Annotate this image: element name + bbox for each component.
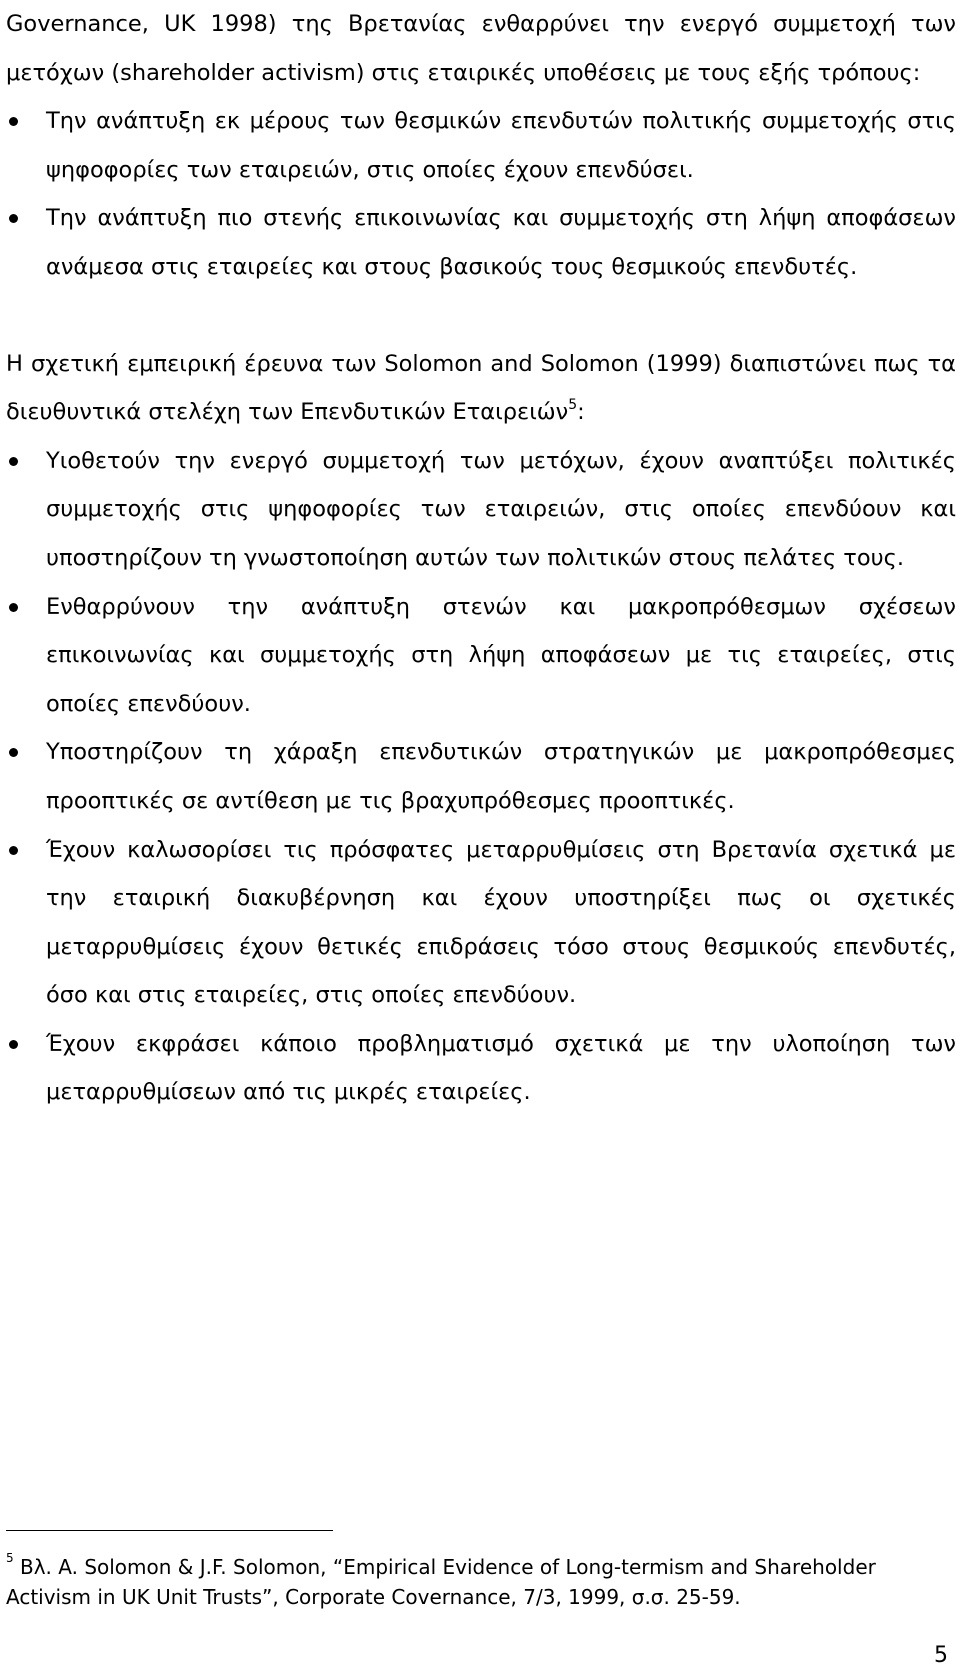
list-item-text: Την ανάπτυξη πιο στενής επικοινωνίας και συμμετοχής στη λήψη αποφάσεων ανάμεσα στις εταιρείες και στους βασικούς τους θεσμικούς επενδυτές. bbox=[46, 205, 956, 280]
second-paragraph-text: Η σχετική εμπειρική έρευνα των Solomon and Solomon (1999) διαπιστώνει πως τα διευθυντικά στελέχη των Επενδυτικών Εταιρειών bbox=[6, 350, 956, 426]
bullet-icon bbox=[9, 846, 18, 855]
second-paragraph bbox=[6, 340, 956, 437]
list-item-text: Την ανάπτυξη εκ μέρους των θεσμικών επενδυτών πολιτικής συμμετοχής στις ψηφοφορίες των εταιρειών, στις οποίες έχουν επενδύσει. bbox=[46, 108, 956, 183]
list-item-text: Υιοθετούν την ενεργό συμμετοχή των μετόχων, έχουν αναπτύξει πολιτικές συμμετοχής στις ψηφοφορίες των εταιρειών, στις οποίες επενδύουν και υποστηρίζουν τη γνωστοποίηση αυτών των πολιτικών στους πελάτες τους. bbox=[46, 447, 956, 571]
list-item bbox=[6, 728, 956, 825]
list-item bbox=[6, 583, 956, 729]
list-item-text: Υποστηρίζουν τη χάραξη επενδυτικών στρατηγικών με μακροπρόθεσμες προοπτικές σε αντίθεση με τις βραχυπρόθεσμες προοπτικές. bbox=[46, 739, 956, 814]
bullet-icon bbox=[9, 748, 18, 757]
footnote-number: 5 bbox=[6, 1551, 14, 1566]
paragraph-spacer bbox=[6, 292, 956, 340]
bullet-icon bbox=[9, 1040, 18, 1049]
intro-paragraph: Governance, UK 1998) της Βρετανίας ενθαρρύνει την ενεργό συμμετοχή των μετόχων (shareholder activism) στις εταιρικές υποθέσεις με τους εξής τρόπους: bbox=[6, 11, 956, 86]
list-item bbox=[6, 437, 956, 583]
bullet-icon bbox=[9, 214, 18, 223]
second-paragraph-suffix: : bbox=[577, 399, 585, 426]
footnote-text: Βλ. A. Solomon & J.F. Solomon, “Empirical Evidence of Long-termism and Shareholder Activism in UK Unit Trusts”, Corporate Covernance, 7/3, 1999, σ.σ. 25-59. bbox=[6, 1555, 876, 1609]
list-item-text: Έχουν καλωσορίσει τις πρόσφατες μεταρρυθμίσεις στη Βρετανία σχετικά με την εταιρική διακυβέρνηση και έχουν υποστηρίξει πως οι σχετικές μεταρρυθμίσεις έχουν θετικές επιδράσεις τόσο στους θεσμικούς επενδυτές, όσο και στις εταιρείες, στις οποίες επενδύουν. bbox=[46, 836, 956, 1009]
list-item bbox=[6, 826, 956, 1020]
list-item-text: Έχουν εκφράσει κάποιο προβληματισμό σχετικά με την υλοποίηση των μεταρρυθμίσεων από τις μικρές εταιρείες. bbox=[46, 1030, 956, 1106]
bullet-icon bbox=[9, 457, 18, 466]
second-bullet-list bbox=[6, 437, 956, 1117]
first-bullet-list bbox=[6, 97, 956, 291]
list-item bbox=[6, 194, 956, 291]
page-number: 5 bbox=[934, 1643, 948, 1668]
bullet-icon bbox=[9, 117, 18, 126]
footnote bbox=[6, 1552, 946, 1612]
footnote-reference[interactable]: 5 bbox=[568, 396, 578, 413]
bullet-icon bbox=[9, 603, 18, 612]
footnote-divider bbox=[6, 1530, 333, 1531]
list-item bbox=[6, 97, 956, 194]
list-item-text: Ενθαρρύνουν την ανάπτυξη στενών και μακροπρόθεσμων σχέσεων επικοινωνίας και συμμετοχής στη λήψη αποφάσεων με τις εταιρείες, στις οποίες επενδύουν. bbox=[46, 593, 956, 717]
body-text bbox=[6, 0, 956, 1117]
list-item bbox=[6, 1020, 956, 1117]
